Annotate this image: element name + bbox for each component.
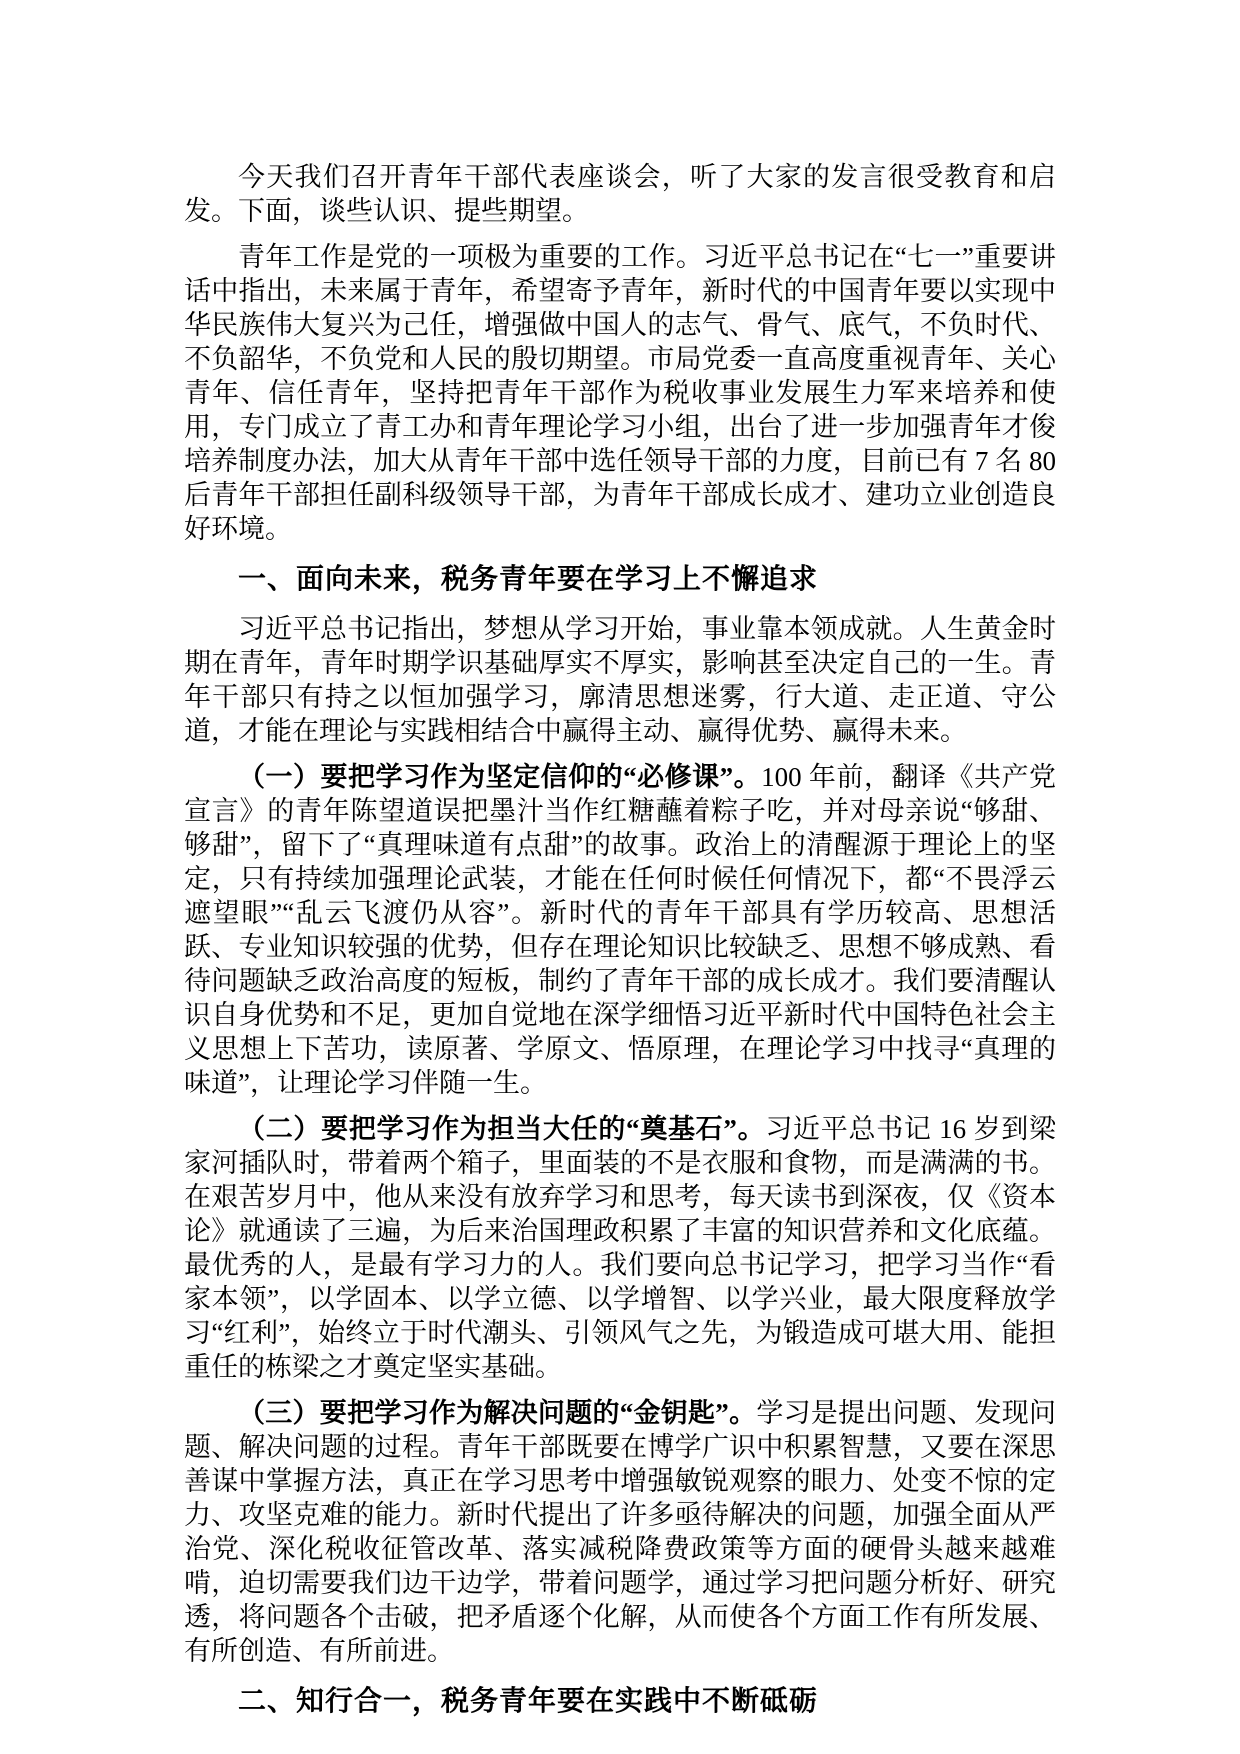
subpoint-3-lead: （三）要把学习作为解决问题的“金钥匙”。 <box>238 1398 757 1428</box>
section-heading-1: 一、面向未来，税务青年要在学习上不懈追求 <box>238 563 819 594</box>
document-content <box>184 160 1056 1734</box>
section-heading-2: 二、知行合一，税务青年要在实践中不断砥砺 <box>238 1685 819 1716</box>
subpoint-1-paragraph <box>184 760 1056 1100</box>
youth-work-paragraph: 青年工作是党的一项极为重要的工作。习近平总书记在“七一”重要讲话中指出，未来属于青年，希望寄予青年，新时代的中国青年要以实现中华民族伟大复兴为己任，增强做中国人的志气、骨气、底气，不负时代、不负韶华，不负党和人民的殷切期望。市局党委一直高度重视青年、关心青年、信任青年，坚持把青年干部作为税收事业发展生力军来培养和使用，专门成立了青工办和青年理论学习小组，出台了进一步加强青年才俊培养制度办法，加大从青年干部中选任领导干部的力度，目前已有 7 名 80 后青年干部担任副科级领导干部，为青年干部成长成才、建功立业创造良好环境。 <box>184 242 1056 544</box>
subpoint-1-lead: （一）要把学习作为坚定信仰的“必修课”。 <box>238 762 762 792</box>
intro-paragraph: 今天我们召开青年干部代表座谈会，听了大家的发言很受教育和启发。下面，谈些认识、提些期望。 <box>184 162 1056 226</box>
subpoint-2-paragraph <box>184 1112 1056 1384</box>
subpoint-2-lead: （二）要把学习作为担当大任的“奠基石”。 <box>238 1114 766 1144</box>
study-importance-paragraph: 习近平总书记指出，梦想从学习开始，事业靠本领成就。人生黄金时期在青年，青年时期学识基础厚实不厚实，影响甚至决定自己的一生。青年干部只有持之以恒加强学习，廓清思想迷雾，行大道、走正道、守公道，才能在理论与实践相结合中赢得主动、赢得优势、赢得未来。 <box>184 614 1056 746</box>
subpoint-1-text: 100 年前，翻译《共产党宣言》的青年陈望道误把墨汁当作红糖蘸着粽子吃，并对母亲说“够甜、够甜”，留下了“真理味道有点甜”的故事。政治上的清醒源于理论上的坚定，只有持续加强理论武装，才能在任何时候任何情况下，都“不畏浮云遮望眼”“乱云飞渡仍从容”。新时代的青年干部具有学历较高、思想活跃、专业知识较强的优势，但存在理论知识比较缺乏、思想不够成熟、看待问题缺乏政治高度的短板，制约了青年干部的成长成才。我们要清醒认识自身优势和不足，更加自觉地在深学细悟习近平新时代中国特色社会主义思想上下苦功，读原著、学原文、悟原理，在理论学习中找寻“真理的味道”，让理论学习伴随一生。 <box>184 762 1056 1098</box>
subpoint-3-text: 学习是提出问题、发现问题、解决问题的过程。青年干部既要在博学广识中积累智慧，又要在深思善谋中掌握方法，真正在学习思考中增强敏锐观察的眼力、处变不惊的定力、攻坚克难的能力。新时代提出了许多亟待解决的问题，加强全面从严治党、深化税收征管改革、落实减税降费政策等方面的硬骨头越来越难啃，迫切需要我们边干边学，带着问题学，通过学习把问题分析好、研究透，将问题各个击破，把矛盾逐个化解，从而使各个方面工作有所发展、有所创造、有所前进。 <box>184 1398 1057 1666</box>
subpoint-2-text: 习近平总书记 16 岁到梁家河插队时，带着两个箱子，里面装的不是衣服和食物，而是满满的书。在艰苦岁月中，他从来没有放弃学习和思考，每天读书到深夜，仅《资本论》就通读了三遍，为后来治国理政积累了丰富的知识营养和文化底蕴。最优秀的人，是最有学习力的人。我们要向总书记学习，把学习当作“看家本领”，以学固本、以学立德、以学增智、以学兴业，最大限度释放学习“红利”，始终立于时代潮头、引领风气之先，为锻造成可堪大用、能担重任的栋梁之才奠定坚实基础。 <box>184 1114 1057 1382</box>
subpoint-3-paragraph <box>184 1396 1056 1668</box>
